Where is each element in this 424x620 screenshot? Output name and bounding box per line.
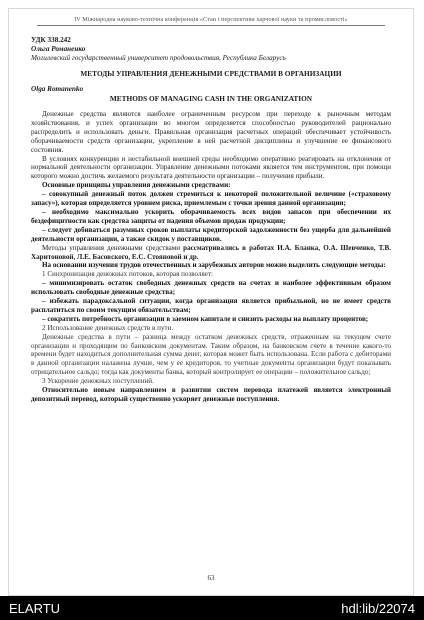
author-affiliation: Могилевский государственный университет продовольствия, Республика Беларусь xyxy=(31,54,286,62)
repository-label: ELARTU xyxy=(9,601,61,616)
list-item: – совокупный денежный поток должен стремиться к некоторой положительной величине («страховому запасу»), которая определяется уровнем риска, приемлемым с точки зрения данной организации; xyxy=(31,190,391,208)
list-item: – следует добиваться разумных сроков выплаты кредиторской задолженности без ущерба для дальнейшей деятельности организации, а также скидок у поставщиков. xyxy=(31,225,391,243)
page-content xyxy=(31,16,391,404)
paragraph-text: Методы управления денежными средствами xyxy=(42,243,184,252)
author-name-en: Olga Romanenko xyxy=(31,85,84,93)
paragraph: Относительно новым направлением в развитии систем перевода платежей является электронный депозитный перевод, который существенно ускоряет денежные поступления. xyxy=(31,386,391,403)
method-heading: 3 Ускорение денежных поступлений. xyxy=(42,377,154,386)
author-name-ru: Ольга Романенко xyxy=(31,45,86,53)
footer-bar xyxy=(0,596,424,620)
udk-code: УДК 338.242 xyxy=(31,36,71,44)
article-body xyxy=(31,110,391,404)
article-title-en: METHODS OF MANAGING CASH IN THE ORGANIZATION xyxy=(109,94,313,103)
list-item: – необходимо максимально ускорить оборачиваемость всех видов запасов при обеспечении их бездефицитности как средства защиты от падения объемов продаж продукции; xyxy=(31,207,391,225)
paragraph: Денежные средства являются наиболее ограниченным ресурсом при переходе к рыночным методам хозяйствования, и успех организации во многом определяется способностью руководителей рационально распределить и использовать деньги. Правильная организация расчетных операций обеспечивает устойчивость оборачиваемости средств организации, укрепление в ней расчетной дисциплины и улучшение ее финансового состояния. xyxy=(31,110,391,154)
paragraph: На основании изучения трудов отечественных и зарубежных авторов можно выделить следующие методы: xyxy=(42,261,386,270)
paragraph-text-bold: рассматривались в работах И.А. Бланка, О.А. Шевченко, Т.В. Харитоновой, Л.Е. Басовского, Е.С. Стояновой и др. xyxy=(31,243,391,261)
method-heading: 1 Синхронизация денежных потоков, которая позволяет: xyxy=(42,270,214,279)
list-item: – сократить потребность организации в заемном капитале и снизить расходы на выплату процентов; xyxy=(42,314,369,323)
paragraph xyxy=(31,244,391,262)
handle-label: hdl:lib/22074 xyxy=(341,601,415,616)
page-number: 63 xyxy=(207,574,215,582)
paragraph: В условиях конкуренции и нестабильной внешней среды необходимо оперативно реагировать на отклонения от нормальной деятельности организации. Управление денежными потоками является тем инструментом, при помощи которого можно достичь желаемого результата деятельности организации – получения прибыли. xyxy=(31,154,391,181)
document-page xyxy=(8,8,414,596)
running-head: IV Міжнародна науково-технічна конференція «Стан і перспективи харчової науки та промисловості» xyxy=(37,16,385,26)
list-item: – избежать парадоксальной ситуации, когда организация является прибыльной, но не имеет средств расплатиться по своим текущим обязательствам; xyxy=(31,297,391,314)
paragraph: Денежные средства в пути – разница между остатком денежных средств, отраженным на текущем счете организации и проходящим по банковским документам. Таким образом, на банковском счете в течение какого-то времени будет находиться дополнительная сумма денег, которая может быть использована. Если работа с дебиторами в данной организации налажена лучше, чем у ее кредиторов, то учетные документы организации будут показывать отрицательное сальдо; тогда как документы банка, который контролирует ее операции – положительное сальдо; xyxy=(31,332,391,377)
principles-heading: Основные принципы управления денежными средствами: xyxy=(42,181,231,190)
method-heading: 2 Использование денежных средств в пути. xyxy=(42,323,174,332)
article-title-ru: МЕТОДЫ УПРАВЛЕНИЯ ДЕНЕЖНЫМИ СРЕДСТВАМИ В ОРГАНИЗАЦИИ xyxy=(80,69,342,78)
list-item: – минимизировать остаток свободных денежных средств на счетах и наиболее эффективным образом использовать свободные денежные средства; xyxy=(31,279,391,297)
